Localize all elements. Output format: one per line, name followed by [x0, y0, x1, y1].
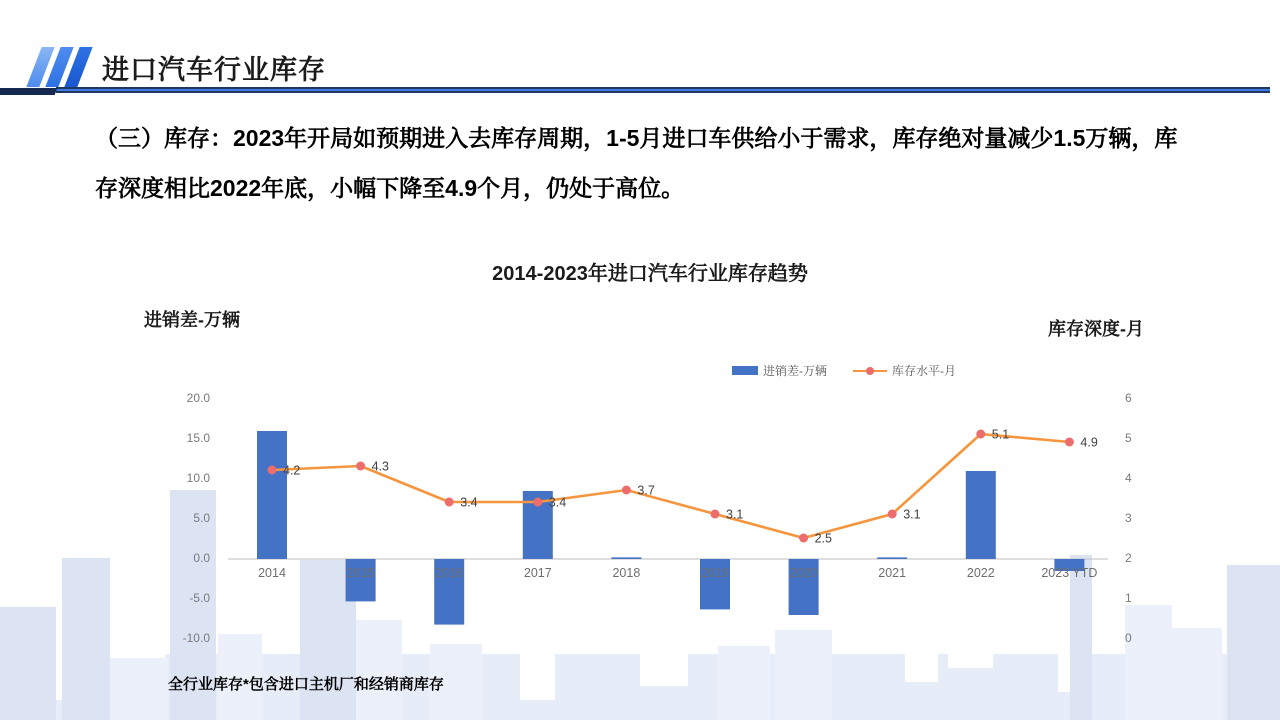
svg-text:3.7: 3.7: [637, 483, 655, 498]
svg-text:-5.0: -5.0: [189, 591, 210, 605]
legend-item-line: [853, 362, 956, 379]
svg-text:5.0: 5.0: [193, 511, 210, 525]
svg-text:-10.0: -10.0: [182, 631, 210, 645]
svg-text:5: 5: [1125, 431, 1132, 445]
svg-text:4: 4: [1125, 471, 1132, 485]
legend-bar-label: 进销差-万辆: [763, 364, 827, 378]
svg-text:3.1: 3.1: [726, 507, 744, 522]
svg-text:1: 1: [1125, 591, 1132, 605]
logo-slashes-icon: [34, 47, 85, 87]
svg-text:2021: 2021: [878, 566, 907, 580]
svg-text:2.5: 2.5: [814, 531, 832, 546]
svg-text:2: 2: [1125, 551, 1132, 565]
svg-text:2016: 2016: [435, 566, 464, 580]
svg-text:3: 3: [1125, 511, 1132, 525]
svg-text:2020: 2020: [789, 566, 818, 580]
svg-text:2023 YTD: 2023 YTD: [1041, 566, 1098, 580]
legend-item-bar: [732, 362, 827, 379]
svg-text:0.0: 0.0: [193, 551, 210, 565]
combo-chart: [140, 355, 1150, 655]
svg-text:20.0: 20.0: [186, 391, 210, 405]
svg-text:4.2: 4.2: [283, 463, 301, 478]
legend-line-label: 库存水平-月: [892, 364, 956, 378]
svg-text:4.3: 4.3: [371, 459, 389, 474]
svg-text:2015: 2015: [346, 566, 375, 580]
svg-text:2018: 2018: [612, 566, 641, 580]
legend-bar-swatch-icon: [732, 366, 758, 375]
page-title: 进口汽车行业库存: [102, 55, 326, 85]
svg-text:2019: 2019: [701, 566, 729, 580]
svg-text:6: 6: [1125, 391, 1132, 405]
svg-text:15.0: 15.0: [186, 431, 210, 445]
svg-text:10.0: 10.0: [186, 471, 210, 485]
legend-line-swatch-icon: [853, 366, 887, 375]
right-axis-title: 库存深度-月: [1048, 319, 1144, 339]
svg-text:2017: 2017: [523, 566, 552, 580]
svg-text:2022: 2022: [966, 566, 995, 580]
svg-text:0: 0: [1125, 631, 1132, 645]
svg-text:3.4: 3.4: [548, 495, 567, 510]
chart-title: 2014-2023年进口汽车行业库存趋势: [492, 263, 808, 285]
left-axis-title: 进销差-万辆: [144, 310, 240, 330]
svg-text:3.4: 3.4: [460, 495, 478, 510]
svg-text:4.9: 4.9: [1080, 435, 1098, 450]
chart-legend: [732, 362, 956, 379]
svg-text:5.1: 5.1: [991, 427, 1010, 442]
header-divider-accent: [0, 88, 57, 95]
svg-text:3.1: 3.1: [903, 507, 921, 522]
summary-paragraph: （三）库存：2023年开局如预期进入去库存周期，1-5月进口车供给小于需求，库存绝对量减少1.5万辆，库存深度相比2022年底，小幅下降至4.9个月，仍处于高位。: [95, 125, 1178, 201]
svg-text:2014: 2014: [258, 566, 286, 580]
header-divider: [56, 87, 1270, 93]
footer-note: 全行业库存*包含进口主机厂和经销商库存: [168, 676, 444, 693]
